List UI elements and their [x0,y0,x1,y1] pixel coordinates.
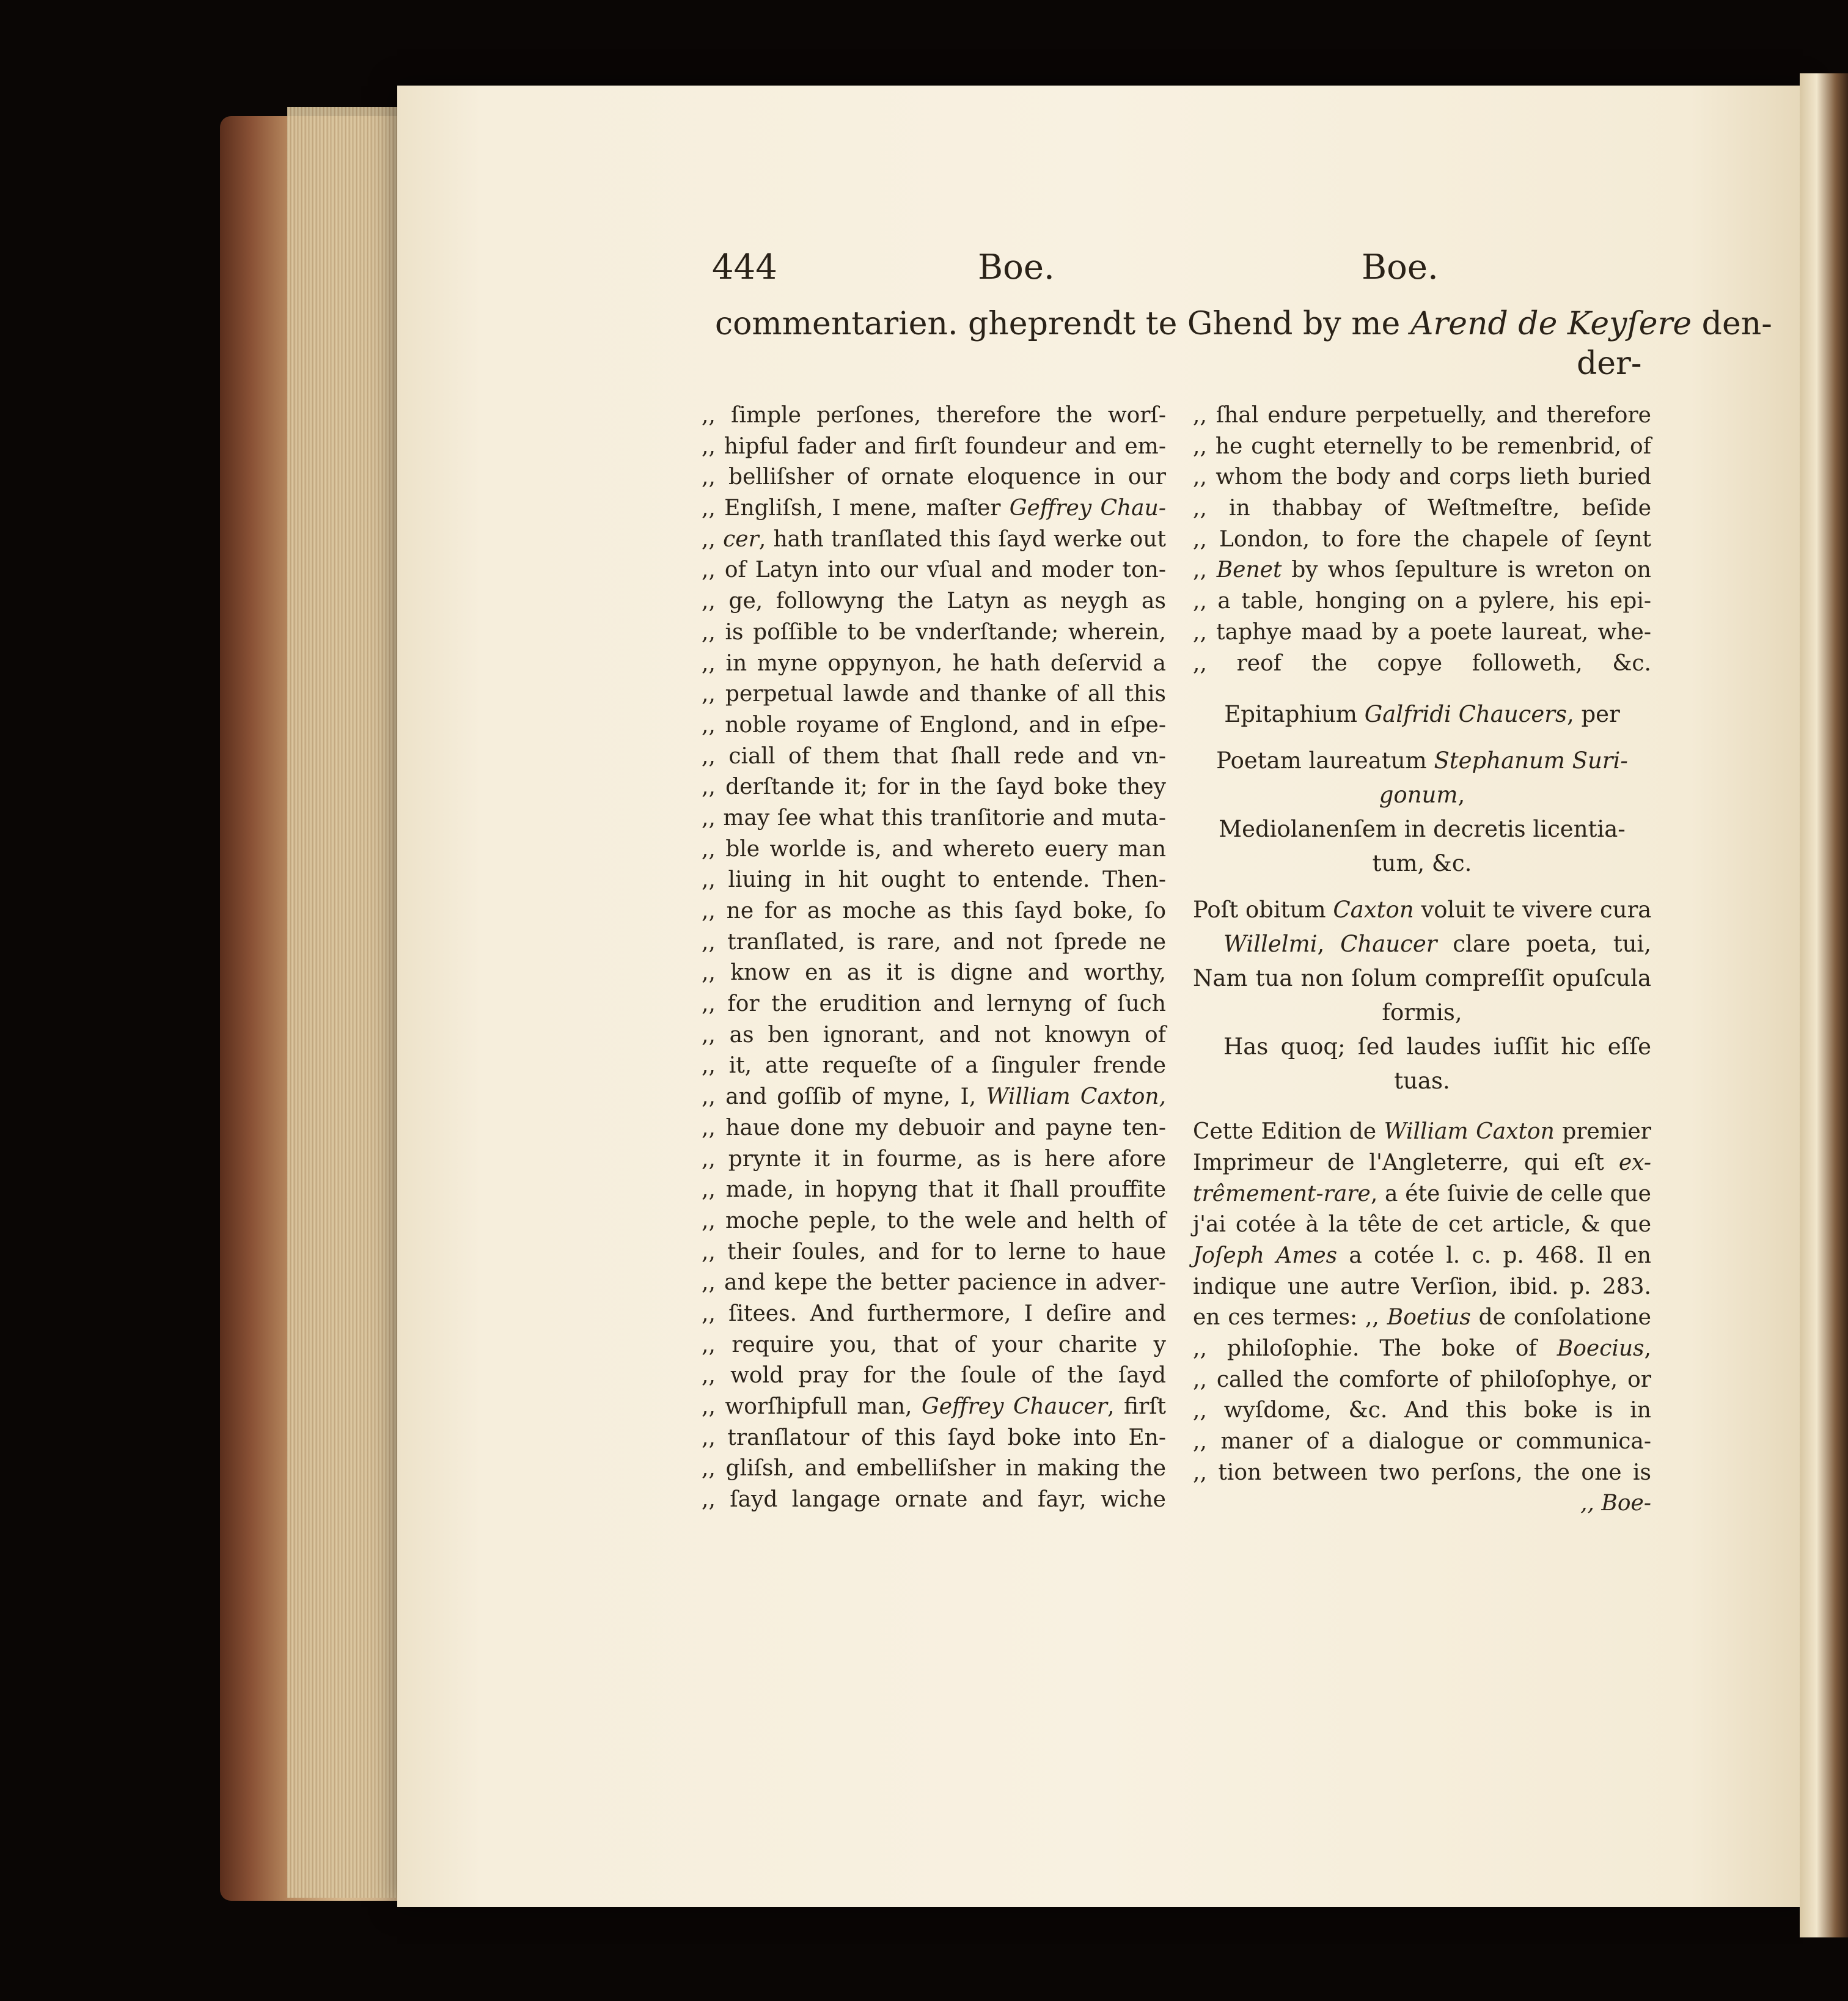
text-line: ,, of Latyn into our vſual and moder ton- [702,557,1166,583]
epitaph-heading-line: gonum, [1379,782,1465,809]
text-line: ,, belliſsher of ornate eloquence in our [702,464,1166,490]
text-line: ,, tranſlated, is rare, and not ſprede ne [702,929,1166,955]
continuation-line [715,306,1772,342]
text-line: ,, for the erudition and lernyng of ſuch [702,991,1166,1017]
text-line: ,, ge, followyng the Latyn as neygh as [702,589,1166,614]
verse-line: tuas. [1394,1068,1450,1095]
text-line: ,, he cught eternelly to be remenbrid, of [1193,433,1651,459]
text-line: ,, it, atte requeſte of a ſinguler frende [702,1053,1166,1079]
verse-line: formis, [1382,999,1462,1026]
text-line: j'ai cotée à la tête de cet article, & que [1193,1212,1651,1238]
text-line: ,, ne for as moche as this ſayd boke, ſo [702,898,1166,923]
text-line: ,, called the comforte of philoſophye, or [1193,1367,1651,1392]
text-line: ,, as ben ignorant, and not knowyn of [702,1022,1166,1048]
text-line: ,, taphye maad by a poete laureat, whe- [1193,619,1651,645]
running-head-left: Boe. [978,248,1055,287]
catchword-bottom: ,, Boe- [1580,1491,1651,1516]
text-line: ,, Engliſsh, I mene, maſter Geffrey Chau- [702,496,1166,521]
text-line: ,, may ſee what this tranſitorie and muta- [702,805,1166,831]
text-line: ,, noble royame of Englond, and in eſpe- [702,712,1166,738]
text-line: ,, ſimple perſones, therefore the worſ- [702,403,1166,428]
text-line: ,, ble worlde is, and whereto euery man [702,836,1166,862]
text-line: ,, reof the copye followeth, &c. [1193,650,1651,676]
text-line: ,, and kepe the better pacience in adver- [702,1270,1166,1296]
page-edges [287,107,409,1898]
right-column [1193,400,1651,1519]
text-line: ,, ſhal endure perpetuelly, and therefore [1193,403,1651,428]
text-line: ,, derſtande it; for in the ſayd boke they [702,774,1166,800]
verse-line: Nam tua non ſolum compreſſit opuſcula [1193,965,1651,992]
text-line: Cette Edition de William Caxton premier [1193,1119,1652,1145]
text-line: ,, ciall of them that ſhall rede and vn- [702,743,1166,769]
text-line: ,, haue done my debuoir and payne ten- [702,1115,1166,1140]
epitaph-heading-line: Poetam laureatum Stephanum Suri- [1216,747,1628,774]
running-head-right: Boe. [1362,248,1439,287]
text-line: ,, and goſſib of myne, I, William Caxton, [702,1084,1166,1110]
text-line: ,, in myne oppynyon, he hath deſervid a [702,650,1166,676]
page-number: 444 [712,248,777,287]
text-line: ,, ſayd langage ornate and fayr, wiche [702,1487,1166,1513]
verse-line: Has quoq; ſed laudes iuſſit hic eſſe [1223,1034,1651,1060]
text-line: ,, philoſophie. The boke of Boecius, [1193,1336,1651,1361]
text-line: ,, Benet by whos ſepulture is wreton on [1193,557,1651,583]
verse-line: Poſt obitum Caxton voluit te vivere cura [1193,897,1652,923]
text-line: ,, London, to fore the chapele of ſeynt [1193,526,1651,552]
text-line: ,, worſhipfull man, Geffrey Chaucer, firſt [702,1394,1167,1419]
text-line: ,, gliſsh, and embelliſsher in making the [702,1456,1166,1481]
text-line: ,, made, in hopyng that it ſhall prouffite [702,1177,1166,1203]
facing-page-edge [1800,73,1848,1937]
text-line: ,, tranſlatour of this ſayd boke into En- [702,1425,1166,1450]
text-line: ,, a table, honging on a pylere, his epi- [1193,589,1651,614]
text-line: ,, maner of a dialogue or communica- [1193,1429,1651,1455]
epitaph-heading-line: Epitaphium Galfridi Chaucers, per [1224,701,1620,728]
text-line: ,, in thabbay of Weſtmeſtre, beſide [1193,496,1651,521]
catchword-top: der- [1577,345,1642,382]
text-line: ,, hipful fader and firſt foundeur and em- [702,433,1166,459]
text-line: ,, moche peple, to the wele and helth of [702,1208,1166,1233]
text-line: ,, perpetual lawde and thanke of all this [702,681,1166,707]
left-column [702,400,1166,1516]
text-line: trêmement-rare, a éte ſuivie de celle que [1193,1181,1651,1206]
text-line: ,, ſitees. And furthermore, I deſire and [702,1301,1166,1326]
verse-line: Willelmi, Chaucer clare poeta, tui, [1223,931,1651,958]
text-line: indique une autre Verſion, ibid. p. 283. [1193,1274,1651,1299]
text-line: ,, whom the body and corps lieth buried [1193,464,1651,490]
text-line: Imprimeur de l'Angleterre, qui eſt ex- [1193,1150,1651,1175]
printer-name: Arend de Keyſere [1410,306,1692,342]
text-line: ,, liuing in hit ought to entende. Then- [702,867,1166,893]
text-line: ,, wyſdome, &c. And this boke is in [1193,1398,1651,1423]
text-line: ,, their ſoules, and for to lerne to haue [702,1239,1166,1265]
epitaph [1193,697,1651,1098]
quotation-block [1193,400,1651,679]
text-line: en ces termes: ,, Boetius de conſolatione [1193,1305,1651,1331]
epitaph-heading-line: Mediolanenſem in decretis licentia- [1219,816,1626,843]
text-line: ,, prynte it in fourme, as is here afore [702,1146,1166,1172]
text-line: ,, wold pray for the ſoule of the ſayd [702,1363,1166,1389]
text-line: ,, know en as it is digne and worthy, [702,960,1166,986]
text-line: ,, is poſſible to be vnderſtande; wherein, [702,619,1166,645]
continuation-text: commentarien. gheprendt te Ghend by me [715,306,1410,342]
text-line: Joſeph Ames a cotée l. c. p. 468. Il en [1193,1243,1651,1268]
text-line: ,, cer, hath tranſlated this ſayd werke out [702,526,1166,552]
text-line: ,, require you, that of your charite y [702,1332,1166,1357]
continuation-tail: den- [1692,306,1772,342]
commentary-block [1193,1117,1651,1488]
text-line: ,, tion between two perſons, the one is [1193,1459,1651,1485]
epitaph-heading-line: tum, &c. [1372,850,1472,877]
